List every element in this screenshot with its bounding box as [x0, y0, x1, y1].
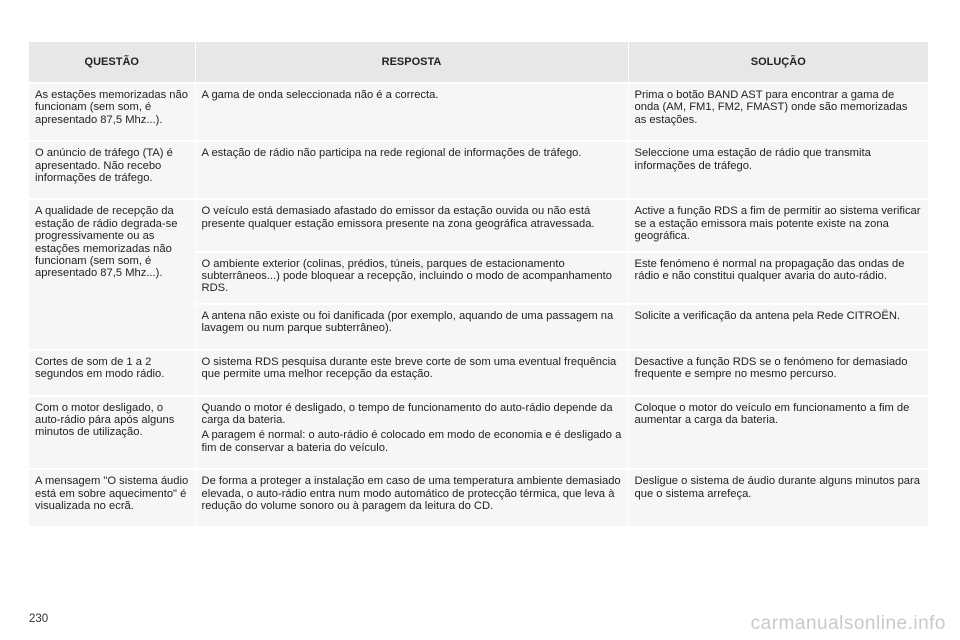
question-cell: Com o motor desligado, o auto-rádio pára após alguns minutos de utilização.	[29, 396, 195, 470]
solution-cell: Prima o botão BAND AST para encontrar a gama de onda (AM, FM1, FM2, FMAST) onde são memorizadas as estações.	[628, 83, 928, 141]
table-row	[29, 350, 928, 396]
question-cell: Cortes de som de 1 a 2 segundos em modo rádio.	[29, 350, 195, 396]
question-cell: A mensagem "O sistema áudio está em sobre aquecimento" é visualizada no ecrã.	[29, 469, 195, 527]
solution-cell: Coloque o motor do veículo em funcionamento a fim de aumentar a carga da bateria.	[628, 396, 928, 470]
troubleshooting-table	[29, 42, 928, 528]
answer-cell: O ambiente exterior (colinas, prédios, túneis, parques de estacionamento subterrâneos...) pode bloquear a recepção, incluindo o modo de acompanhamento RDS.	[195, 252, 628, 304]
question-cell: O anúncio de tráfego (TA) é apresentado. Não recebo informações de tráfego.	[29, 141, 195, 199]
answer-cell: A estação de rádio não participa na rede regional de informações de tráfego.	[195, 141, 628, 199]
solution-cell: Este fenómeno é normal na propagação das ondas de rádio e não constitui qualquer avaria do auto-rádio.	[628, 252, 928, 304]
watermark: carmanualsonline.info	[750, 613, 946, 634]
question-cell: A qualidade de recepção da estação de rádio degrada-se progressivamente ou as estações memorizadas não funcionam (sem som, é apresentado 87,5 Mhz...).	[29, 199, 195, 349]
answer-cell: De forma a proteger a instalação em caso de uma temperatura ambiente demasiado elevada, o auto-rádio entra num modo automático de protecção térmica, que leva à redução do volume sonoro ou à paragem da leitura do CD.	[195, 469, 628, 527]
answer-paragraph: A paragem é normal: o auto-rádio é colocado em modo de economia e é desligado a fim de conservar a bateria do veículo.	[201, 429, 622, 454]
header-answer: RESPOSTA	[195, 42, 628, 83]
table-header-row	[29, 42, 928, 83]
table-row	[29, 469, 928, 527]
question-cell: As estações memorizadas não funcionam (sem som, é apresentado 87,5 Mhz...).	[29, 83, 195, 141]
table-row	[29, 83, 928, 141]
answer-cell: A antena não existe ou foi danificada (por exemplo, aquando de uma passagem na lavagem ou num parque subterrâneo).	[195, 304, 628, 350]
answer-cell: O sistema RDS pesquisa durante este breve corte de som uma eventual frequência que permite uma melhor recepção da estação.	[195, 350, 628, 396]
table-row	[29, 199, 928, 251]
solution-cell: Desligue o sistema de áudio durante alguns minutos para que o sistema arrefeça.	[628, 469, 928, 527]
answer-paragraph: Quando o motor é desligado, o tempo de funcionamento do auto-rádio depende da carga da bateria.	[201, 401, 613, 426]
table-row	[29, 141, 928, 199]
answer-cell	[195, 396, 628, 470]
solution-cell: Seleccione uma estação de rádio que transmita informações de tráfego.	[628, 141, 928, 199]
header-question: QUESTÃO	[29, 42, 195, 83]
answer-cell: O veículo está demasiado afastado do emissor da estação ouvida ou não está presente qualquer estação emissora presente na zona geográfica atravessada.	[195, 199, 628, 251]
table-row	[29, 396, 928, 470]
solution-cell: Active a função RDS a fim de permitir ao sistema verificar se a estação emissora mais potente existe na zona geográfica.	[628, 199, 928, 251]
header-solution: SOLUÇÃO	[628, 42, 928, 83]
page-number: 230	[29, 613, 49, 625]
answer-cell: A gama de onda seleccionada não é a correcta.	[195, 83, 628, 141]
solution-cell: Solicite a verificação da antena pela Rede CITROËN.	[628, 304, 928, 350]
solution-cell: Desactive a função RDS se o fenómeno for demasiado frequente e sempre no mesmo percurso.	[628, 350, 928, 396]
